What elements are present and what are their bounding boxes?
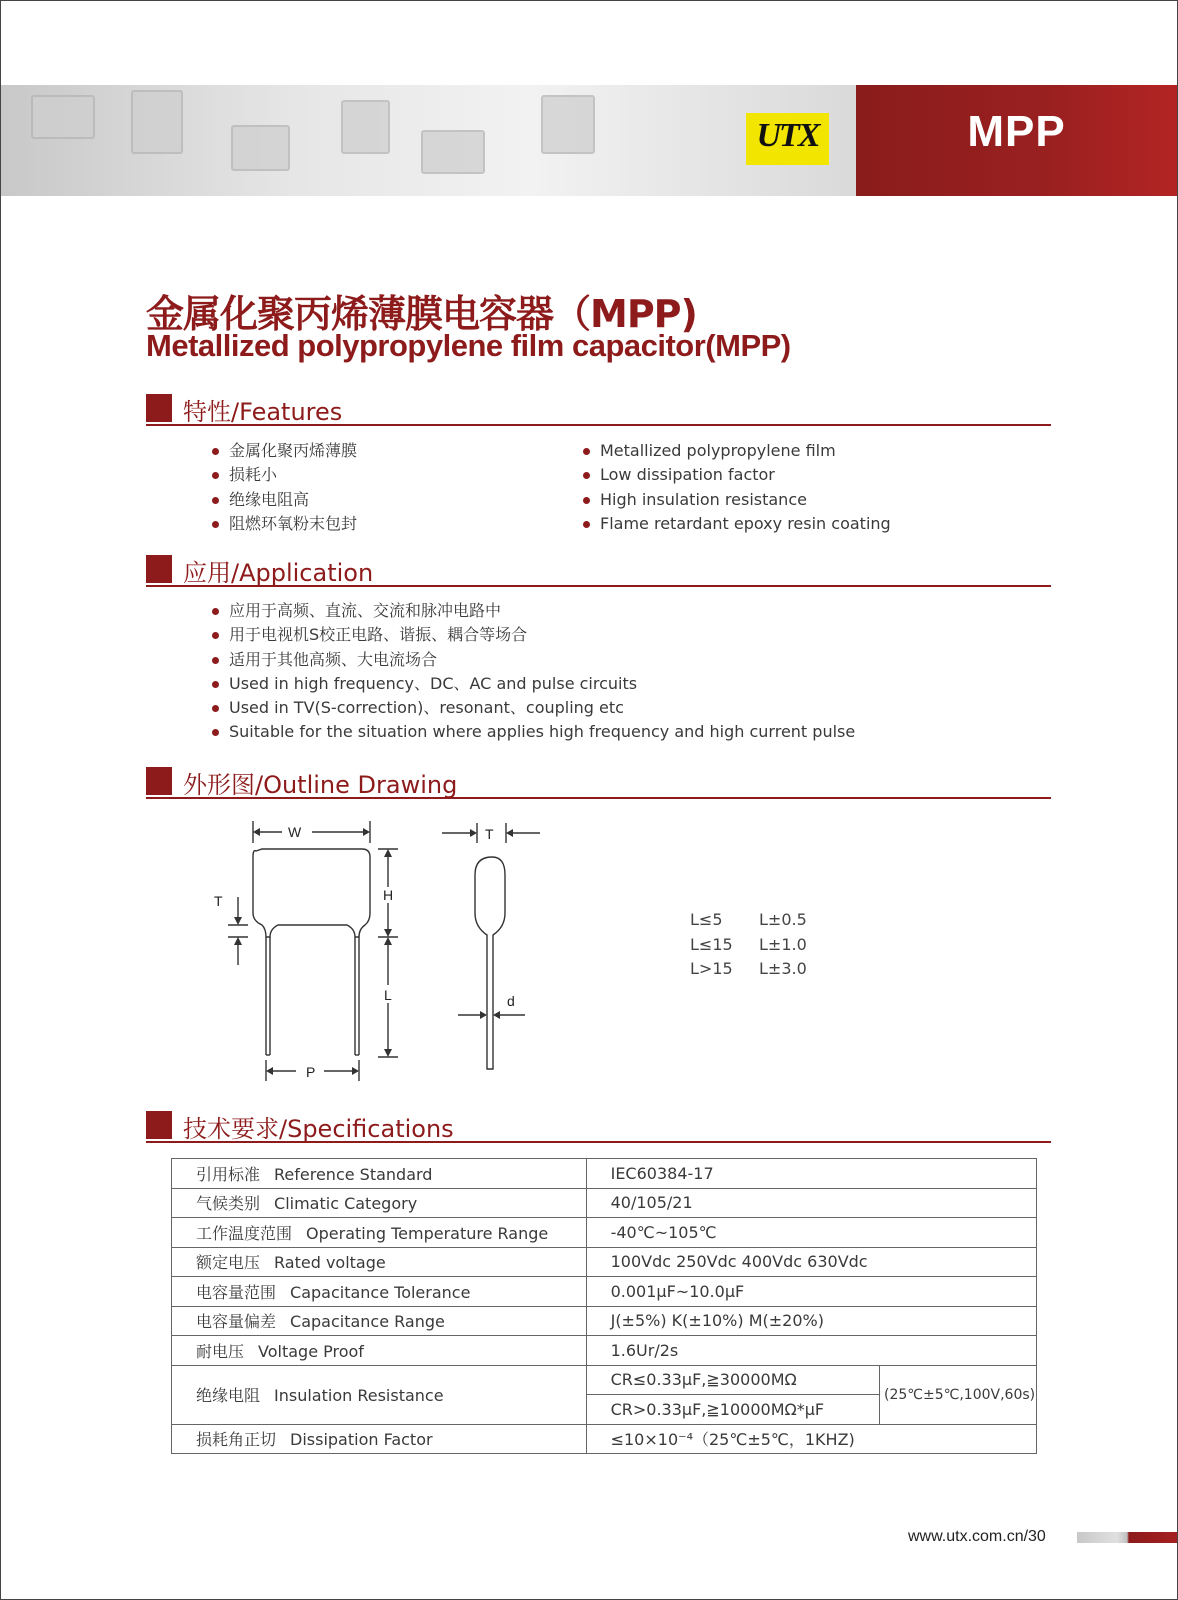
spec-label-en: Capacitance Tolerance xyxy=(290,1282,471,1302)
utx-logo xyxy=(746,113,829,165)
page-number: 30 xyxy=(1028,1528,1046,1545)
tolerance-value: L±1.0 xyxy=(759,934,807,954)
spec-label xyxy=(172,1365,587,1424)
spec-label xyxy=(172,1159,587,1189)
spec-label-en: Insulation Resistance xyxy=(274,1386,444,1405)
h-label: H xyxy=(383,887,394,903)
title-chinese: 金属化聚丙烯薄膜电容器（MPP) xyxy=(146,292,697,336)
tolerance-range: L>15 xyxy=(690,959,733,978)
spec-label xyxy=(172,1306,587,1336)
spec-value: 100Vdc 250Vdc 400Vdc 630Vdc xyxy=(586,1247,1036,1277)
spec-label xyxy=(172,1218,587,1248)
footer-url xyxy=(908,1528,1046,1546)
section-outline xyxy=(146,763,1051,799)
list-item: High insulation resistance xyxy=(583,488,891,512)
section-application xyxy=(146,551,1051,587)
section-marker xyxy=(146,767,172,795)
footer-link[interactable]: www.utx.com.cn/ xyxy=(908,1528,1029,1545)
banner-chip-decoration xyxy=(231,125,290,171)
w-label: W xyxy=(288,824,302,840)
spec-label-cn: 引用标准 xyxy=(196,1164,261,1184)
spec-value: 1.6Ur/2s xyxy=(586,1336,1036,1366)
spec-label-en: Reference Standard xyxy=(274,1164,433,1184)
spec-label-en: Operating Temperature Range xyxy=(306,1223,549,1243)
list-item: 用于电视机S校正电路、谐振、耦合等场合 xyxy=(212,623,855,647)
spec-note: (25℃±5℃,100V,60s) xyxy=(880,1365,1037,1424)
arrowhead xyxy=(470,829,477,837)
tolerance-value: L±3.0 xyxy=(759,959,807,978)
application-list xyxy=(212,599,855,745)
footer-bar xyxy=(1077,1532,1177,1543)
list-item: Metallized polypropylene film xyxy=(583,439,891,463)
tolerance-row xyxy=(690,957,807,982)
table-row xyxy=(172,1218,1037,1248)
outline-drawing xyxy=(200,815,580,1095)
spec-value: 40/105/21 xyxy=(586,1188,1036,1218)
arrowhead xyxy=(266,1067,273,1075)
title-english: Metallized polypropylene film capacitor(MPP) xyxy=(146,328,791,363)
list-item: Used in TV(S-correction)、resonant、coupling etc xyxy=(212,696,855,720)
spec-label-cn: 电容量偏差 xyxy=(196,1312,277,1332)
arrowhead xyxy=(506,829,513,837)
spec-label-cn: 气候类别 xyxy=(196,1194,261,1214)
table-row xyxy=(172,1247,1037,1277)
arrowhead xyxy=(363,828,370,836)
table-row xyxy=(172,1159,1037,1189)
table-row xyxy=(172,1336,1037,1366)
banner-chip-decoration xyxy=(421,130,485,174)
tolerance-range: L≤15 xyxy=(690,934,733,954)
spec-label xyxy=(172,1424,587,1454)
spec-label-cn: 电容量范围 xyxy=(196,1282,277,1302)
product-code-panel xyxy=(856,85,1177,196)
arrowhead xyxy=(253,828,260,836)
list-item: 应用于高频、直流、交流和脉冲电路中 xyxy=(212,599,855,623)
spec-value: CR≤0.33μF,≧30000MΩ xyxy=(586,1365,879,1395)
table-row xyxy=(172,1365,1037,1395)
table-row xyxy=(172,1277,1037,1307)
spec-label xyxy=(172,1247,587,1277)
banner-chip-decoration xyxy=(541,95,595,154)
arrowhead xyxy=(234,937,242,945)
section-features xyxy=(146,390,1051,426)
banner-chip-decoration xyxy=(341,100,390,154)
arrowhead xyxy=(480,1011,487,1019)
tolerance-value: L±0.5 xyxy=(759,910,807,929)
list-item: 绝缘电阻高 xyxy=(212,488,357,512)
list-item: 损耗小 xyxy=(212,463,357,487)
list-item: 阻燃环氧粉末包封 xyxy=(212,512,357,536)
arrowhead xyxy=(384,849,392,857)
t-front-label: T xyxy=(214,893,223,909)
arrowhead xyxy=(234,917,242,925)
spec-value: CR>0.33μF,≧10000MΩ*μF xyxy=(586,1395,879,1425)
arrowhead xyxy=(384,1049,392,1057)
arrowhead xyxy=(384,929,392,937)
list-item: 适用于其他高频、大电流场合 xyxy=(212,648,855,672)
spec-label-cn: 耐电压 xyxy=(196,1341,245,1361)
list-item: Low dissipation factor xyxy=(583,463,891,487)
arrowhead xyxy=(352,1067,359,1075)
spec-value: J(±5%) K(±10%) M(±20%) xyxy=(586,1306,1036,1336)
list-item: Suitable for the situation where applies high frequency and high current pulse xyxy=(212,720,855,744)
table-row xyxy=(172,1188,1037,1218)
banner-chip-decoration xyxy=(31,95,95,139)
section-specifications xyxy=(146,1107,1051,1143)
features-list-cn xyxy=(212,439,357,536)
spec-label xyxy=(172,1188,587,1218)
spec-value: IEC60384-17 xyxy=(586,1159,1036,1189)
arrowhead xyxy=(384,937,392,945)
d-label: d xyxy=(507,993,515,1009)
spec-label-cn: 工作温度范围 xyxy=(196,1223,293,1243)
spec-label-cn: 绝缘电阻 xyxy=(196,1386,261,1405)
section-title: 特性/Features xyxy=(183,398,343,426)
section-marker xyxy=(146,555,172,583)
list-item: Flame retardant epoxy resin coating xyxy=(583,512,891,536)
spec-label-cn: 额定电压 xyxy=(196,1253,261,1273)
p-label: P xyxy=(306,1064,316,1080)
spec-value: -40℃~105℃ xyxy=(586,1218,1036,1248)
logo-text: UTX xyxy=(756,117,819,154)
spec-label-en: Climatic Category xyxy=(274,1194,418,1214)
features-list-en xyxy=(583,439,891,536)
table-row xyxy=(172,1424,1037,1454)
section-title: 技术要求/Specifications xyxy=(183,1115,454,1143)
capacitor-diagram xyxy=(200,815,580,1095)
banner-chip-decoration xyxy=(131,90,183,154)
spec-value: 0.001μF~10.0μF xyxy=(586,1277,1036,1307)
tolerance-row xyxy=(690,933,807,958)
arrowhead xyxy=(493,1011,500,1019)
front-body-outline xyxy=(253,849,370,937)
list-item: 金属化聚丙烯薄膜 xyxy=(212,439,357,463)
list-item: Used in high frequency、DC、AC and pulse circuits xyxy=(212,672,855,696)
t-side-label: T xyxy=(485,826,494,842)
spec-label-en: Capacitance Range xyxy=(290,1312,445,1332)
spec-table xyxy=(171,1158,1037,1454)
tolerance-range: L≤5 xyxy=(690,910,723,929)
lead-length-tolerances xyxy=(690,908,807,982)
section-marker xyxy=(146,394,172,422)
section-title: 外形图/Outline Drawing xyxy=(183,771,458,799)
spec-label-en: Rated voltage xyxy=(274,1253,386,1273)
spec-label-cn: 损耗角正切 xyxy=(196,1430,277,1450)
header-banner xyxy=(1,85,1177,196)
table-row xyxy=(172,1306,1037,1336)
spec-value: ≤10×10⁻⁴（25℃±5℃，1KHZ) xyxy=(586,1424,1036,1454)
spec-label-en: Voltage Proof xyxy=(258,1341,364,1361)
spec-label xyxy=(172,1336,587,1366)
spec-label-en: Dissipation Factor xyxy=(290,1430,433,1450)
section-marker xyxy=(146,1111,172,1139)
spec-label xyxy=(172,1277,587,1307)
side-body-outline xyxy=(475,857,505,1069)
section-title: 应用/Application xyxy=(183,559,374,587)
product-code: MPP xyxy=(967,107,1066,156)
tolerance-row xyxy=(690,908,807,933)
l-label: L xyxy=(384,987,392,1003)
